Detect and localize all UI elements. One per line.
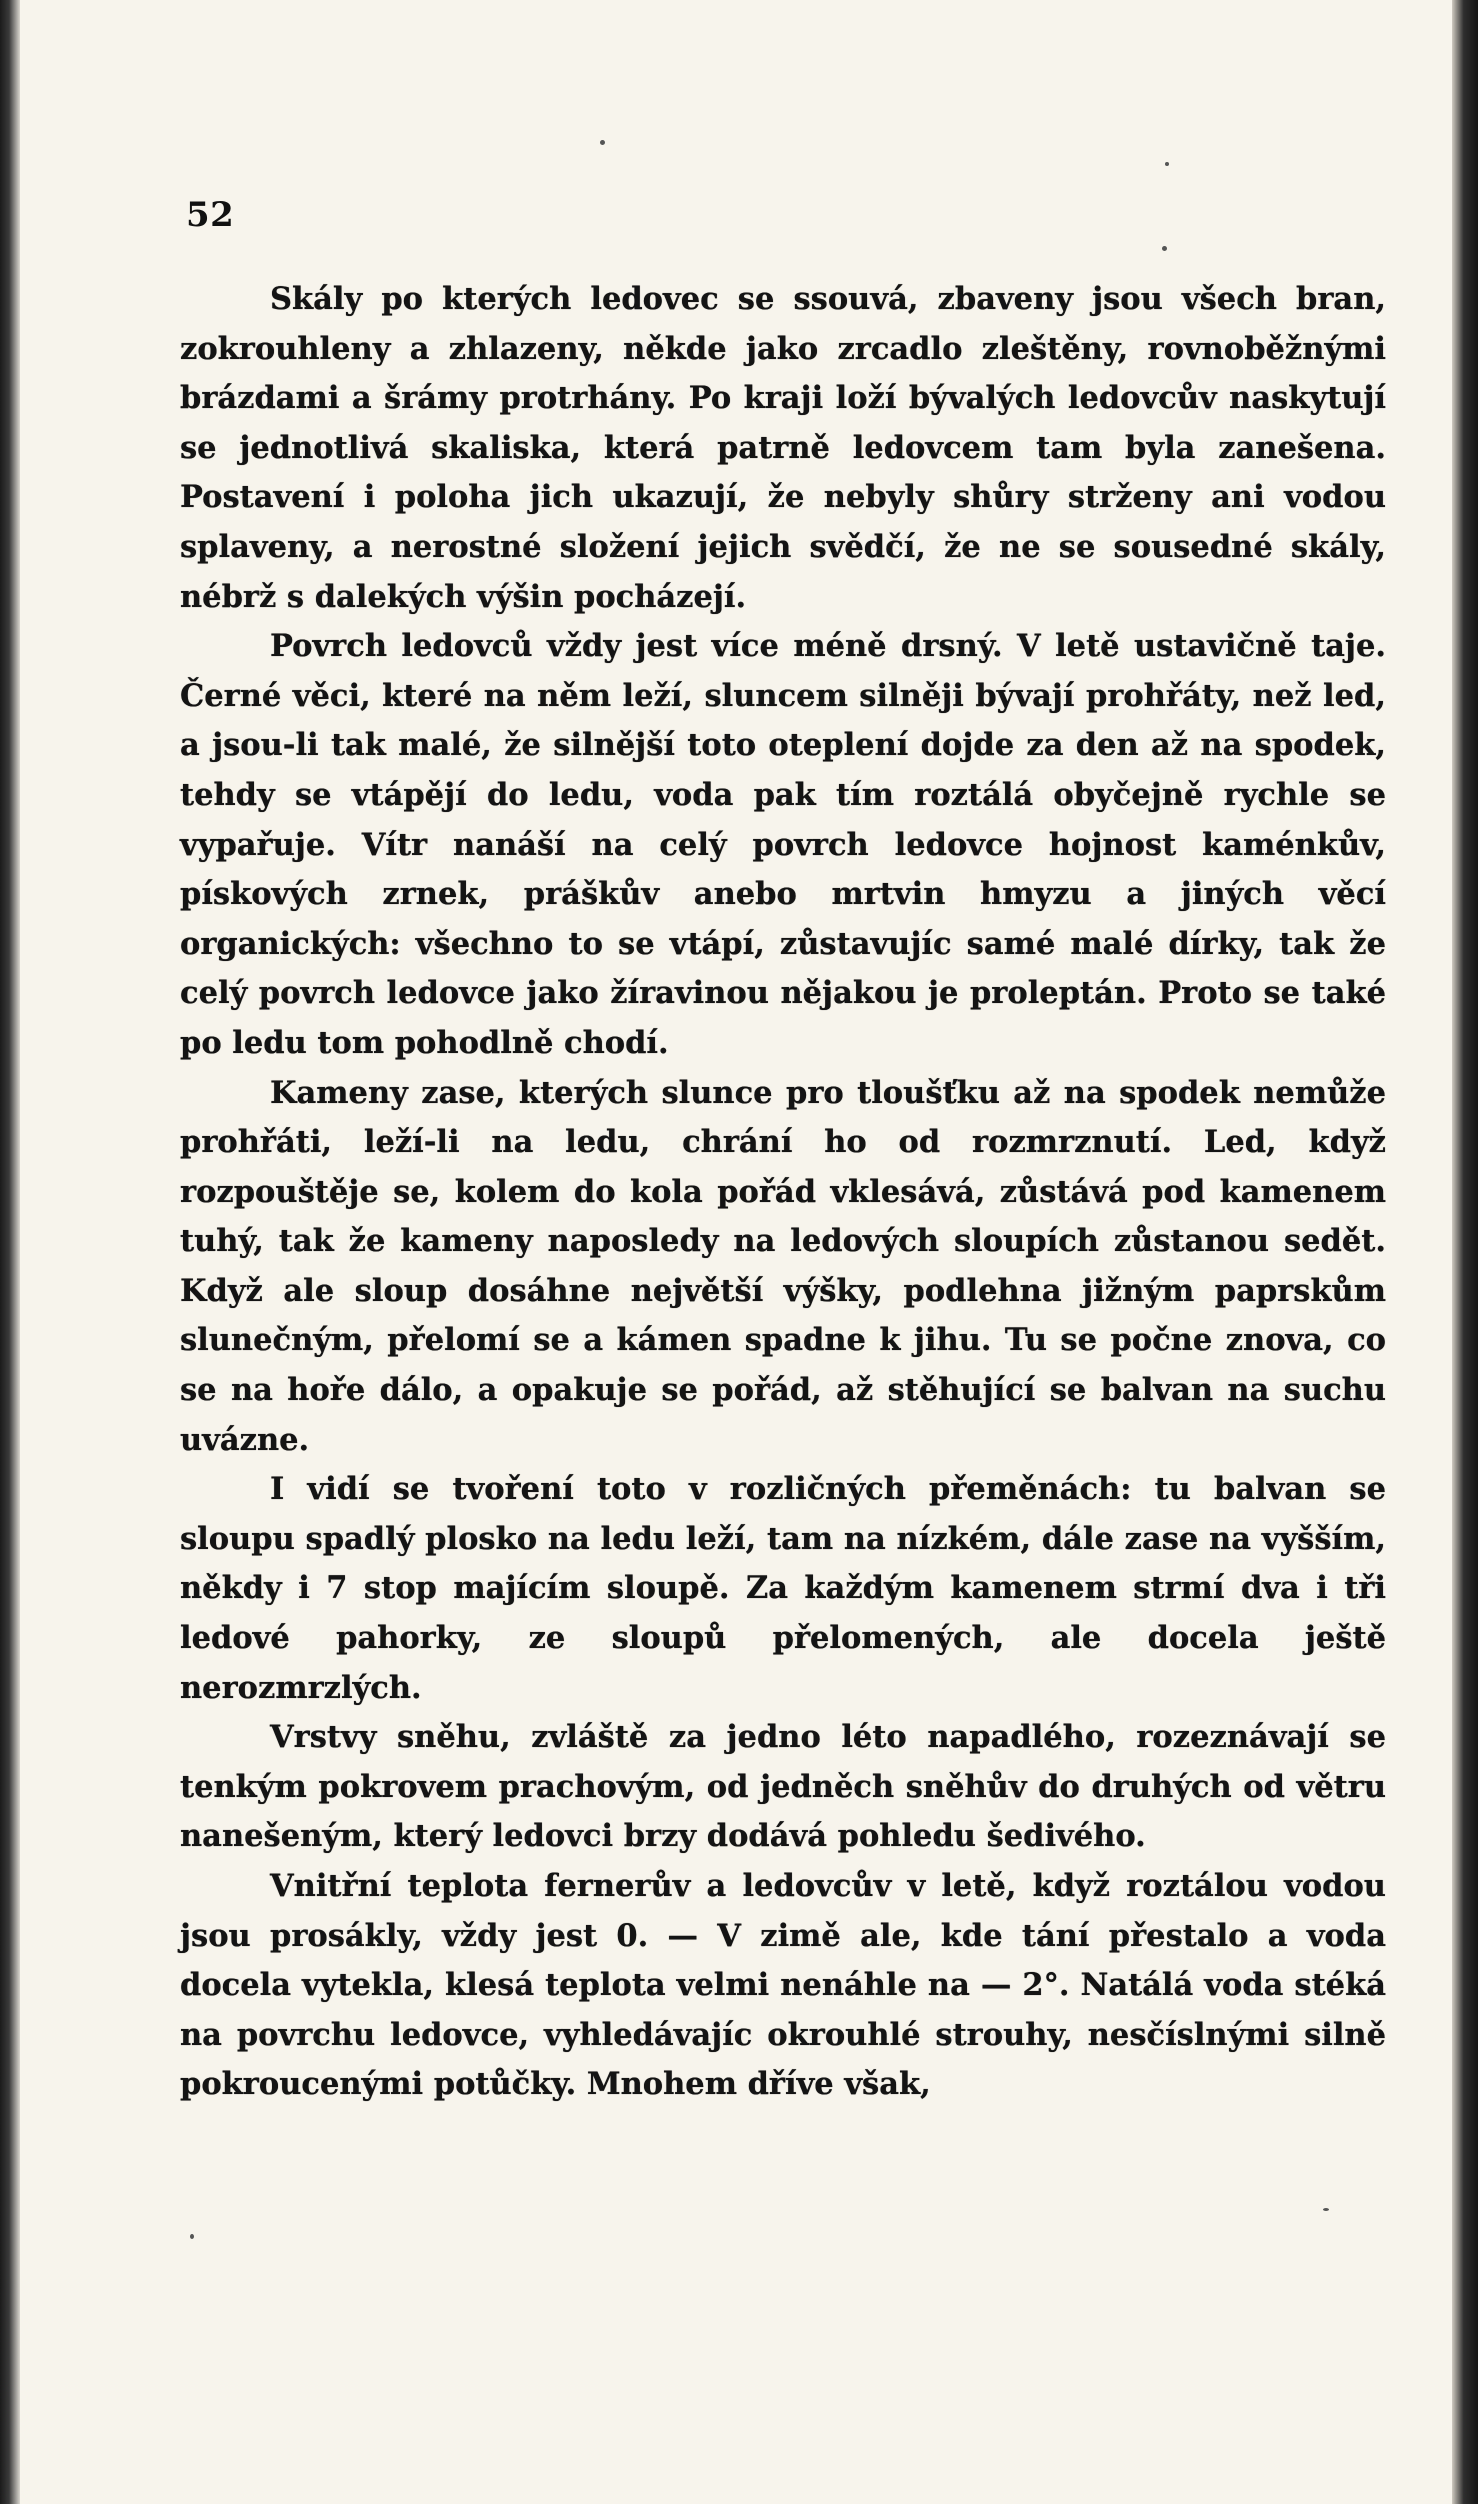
scan-speck: [600, 140, 605, 145]
paragraph-4: I vidí se tvoření toto v rozličných přeměnách: tu balvan se sloupu spadlý plosko na ledu leží, tam na nízkém, dále zase na vyšším, někdy i 7 stop majícím sloupě. Za každým kamenem strmí dva i tři ledové pahorky, ze sloupů přelomených, ale docela ještě nerozmrzlých.: [180, 1471, 1386, 1706]
scan-speck: [190, 2234, 194, 2239]
right-page-edge: [1452, 0, 1478, 2504]
paragraph-2: Povrch ledovců vždy jest více méně drsný. V letě ustavičně taje. Černé věci, které na něm leží, sluncem silněji bývají prohřáty, než led, a jsou-li tak malé, že silnější toto oteplení dojde za den až na spodek, tehdy se vtápějí do ledu, voda pak tím roztálá obyčejně rychle se vypařuje. Vítr nanáší na celý povrch ledovce hojnost kaménkův, pískových zrnek, práškův anebo mrtvin hmyzu a jiných věcí organických: všechno to se vtápí, zůstavujíc samé malé dírky, tak že celý povrch ledovce jako žíravinou nějakou je proleptán. Proto se také po ledu tom pohodlně chodí.: [180, 628, 1386, 1061]
scan-speck: [1323, 2208, 1329, 2211]
paragraph-5: Vrstvy sněhu, zvláště za jedno léto napadlého, rozeznávají se tenkým pokrovem prachovým, od jedněch sněhův do druhých od větru nanešeným, který ledovci brzy dodává pohledu šedivého.: [180, 1719, 1386, 1855]
paragraph-6: Vnitřní teplota fernerův a ledovcův v letě, když roztálou vodou jsou prosákly, vždy jest 0. — V zimě ale, kde tání přestalo a voda docela vytekla, klesá teplota velmi nenáhle na — 2°. Natálá voda stéká na povrchu ledovce, vyhledávajíc okrouhlé strouhy, nesčíslnými silně pokroucenými potůčky. Mnohem dříve však,: [180, 1868, 1386, 2103]
scan-speck: [1165, 162, 1169, 166]
body-text: [180, 275, 1386, 2110]
scan-speck: [1162, 246, 1167, 251]
paragraph-3: Kameny zase, kterých slunce pro tloušťku až na spodek nemůže prohřáti, leží-li na ledu, chrání ho od rozmrznutí. Led, když rozpouštěje se, kolem do kola pořád vklesává, zůstává pod kamenem tuhý, tak že kameny naposledy na ledových sloupích zůstanou sedět. Když ale sloup dosáhne největší výšky, podlehna jižným paprskům slunečným, přelomí se a kámen spadne k jihu. Tu se počne znova, co se na hoře dálo, a opakuje se pořád, až stěhující se balvan na suchu uvázne.: [180, 1074, 1386, 1458]
paragraph-1: Skály po kterých ledovec se ssouvá, zbaveny jsou všech bran, zokrouhleny a zhlazeny, někde jako zrcadlo zleštěny, rovnoběžnými brázdami a šrámy protrhány. Po kraji loží bývalých ledovcův naskytují se jednotlivá skaliska, která patrně ledovcem tam byla zanešena. Postavení i poloha jich ukazují, že nebyly shůry strženy ani vodou splaveny, a nerostné složení jejich svědčí, že ne se sousedné skály, nébrž s dalekých výšin pocházejí.: [180, 281, 1386, 615]
left-binding-shadow: [0, 0, 20, 2504]
page-number: 52: [186, 195, 235, 235]
